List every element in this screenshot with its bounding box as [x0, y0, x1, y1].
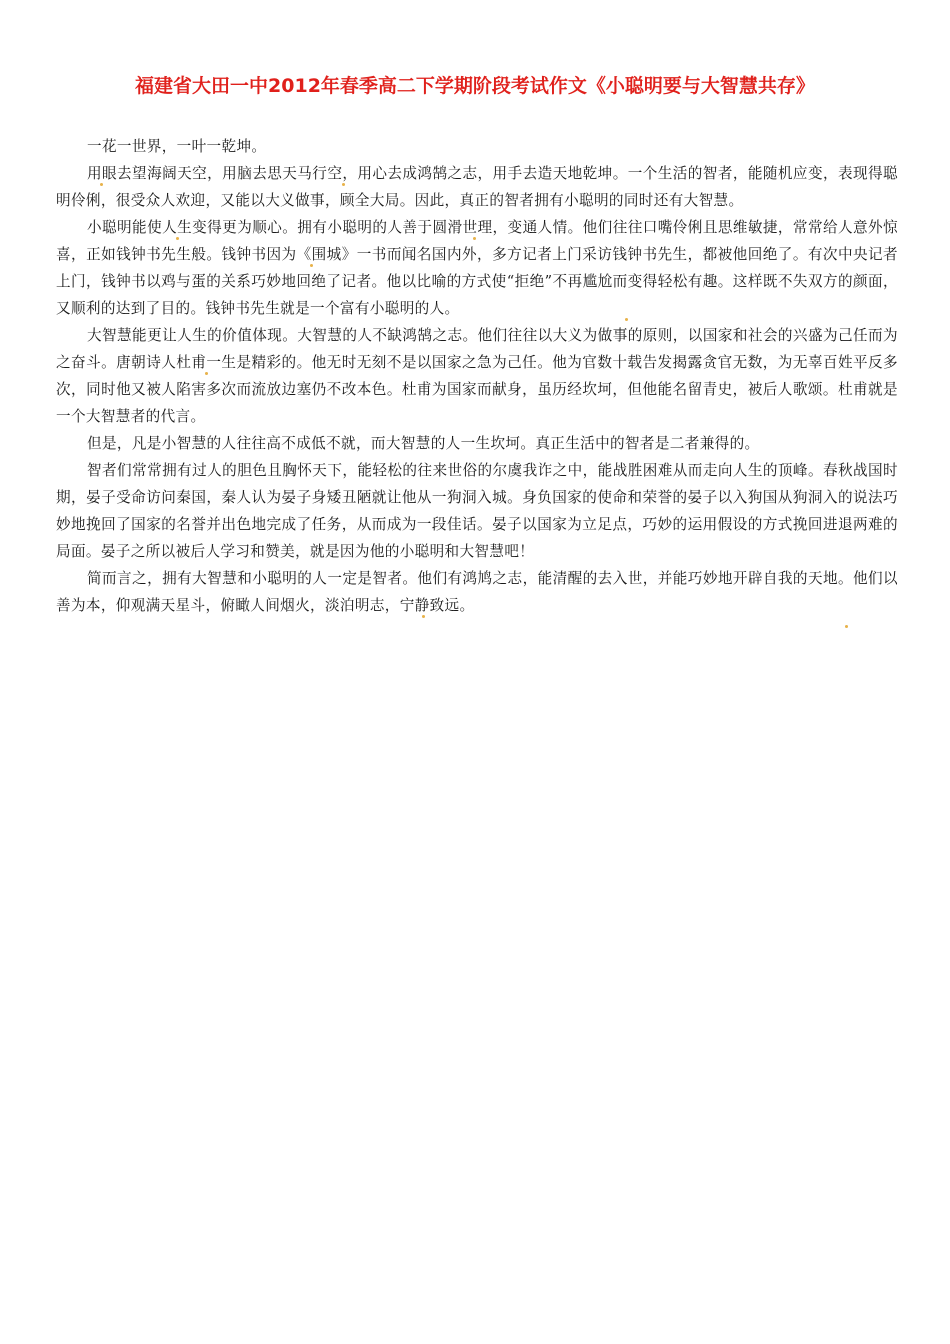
paragraph-3: 小聪明能使人生变得更为顺心。拥有小聪明的人善于圆滑世理，变通人情。他们往往口嘴伶俐且思维敏捷，常常给人意外惊喜，正如钱钟书先生般。钱钟书因为《围城》一书而闻名国内外，多方记者上门采访钱钟书先生，都被他回绝了。有次中央记者上门，钱钟书以鸡与蛋的关系巧妙地回绝了记者。他以比喻的方式使“拒绝”不再尴尬而变得轻松有趣。这样既不失双方的颜面，又顺利的达到了目的。钱钟书先生就是一个富有小聪明的人。: [56, 219, 898, 317]
paragraph-4: 大智慧能更让人生的价值体现。大智慧的人不缺鸿鹄之志。他们往往以大义为做事的原则，以国家和社会的兴盛为己任而为之奋斗。唐朝诗人杜甫一生是精彩的。他无时无刻不是以国家之急为己任。他为官数十载告发揭露贪官无数，为无辜百姓平反多次，同时他又被人陷害多次而流放边塞仍不改本色。杜甫为国家而献身，虽历经坎坷，但他能名留青史，被后人歌颂。杜甫就是一个大智慧者的代言。: [56, 327, 898, 425]
scan-mark: [310, 264, 313, 267]
paragraph-1: 一花一世界，一叶一乾坤。: [87, 138, 267, 155]
paragraph-7: 简而言之，拥有大智慧和小聪明的人一定是智者。他们有鸿鸠之志，能清醒的去入世，并能巧妙地开辟自我的天地。他们以善为本，仰观满天星斗，俯瞰人间烟火，淡泊明志，宁静致远。: [56, 570, 898, 614]
paragraph-5: 但是，凡是小智慧的人往往高不成低不就，而大智慧的人一生坎坷。真正生活中的智者是二者兼得的。: [87, 435, 760, 452]
paragraph-2: 用眼去望海阔天空，用脑去思天马行空，用心去成鸿鹄之志，用手去造天地乾坤。一个生活的智者，能随机应变，表现得聪明伶俐，很受众人欢迎，又能以大义做事，顾全大局。因此，真正的智者拥有小聪明的同时还有大智慧。: [56, 165, 898, 209]
paragraph-6: 智者们常常拥有过人的胆色且胸怀天下，能轻松的往来世俗的尔虞我诈之中，能战胜困难从而走向人生的顶峰。春秋战国时期，晏子受命访问秦国，秦人认为晏子身矮丑陋就让他从一狗洞入城。身负国家的使命和荣誉的晏子以入狗国从狗洞入的说法巧妙地挽回了国家的名誉并出色地完成了任务，从而成为一段佳话。晏子以国家为立足点，巧妙的运用假设的方式挽回进退两难的局面。晏子之所以被后人学习和赞美，就是因为他的小聪明和大智慧吧！: [56, 462, 898, 560]
scan-mark: [205, 372, 208, 375]
scan-mark: [342, 183, 345, 186]
document-title: 福建省大田一中2012年春季高二下学期阶段考试作文《小聪明要与大智慧共存》: [135, 75, 815, 97]
document-body: [56, 133, 898, 619]
scan-mark: [845, 625, 848, 628]
scan-mark: [100, 183, 103, 186]
scan-mark: [422, 615, 425, 618]
scan-mark: [176, 237, 179, 240]
scan-mark: [473, 237, 476, 240]
scan-mark: [625, 318, 628, 321]
